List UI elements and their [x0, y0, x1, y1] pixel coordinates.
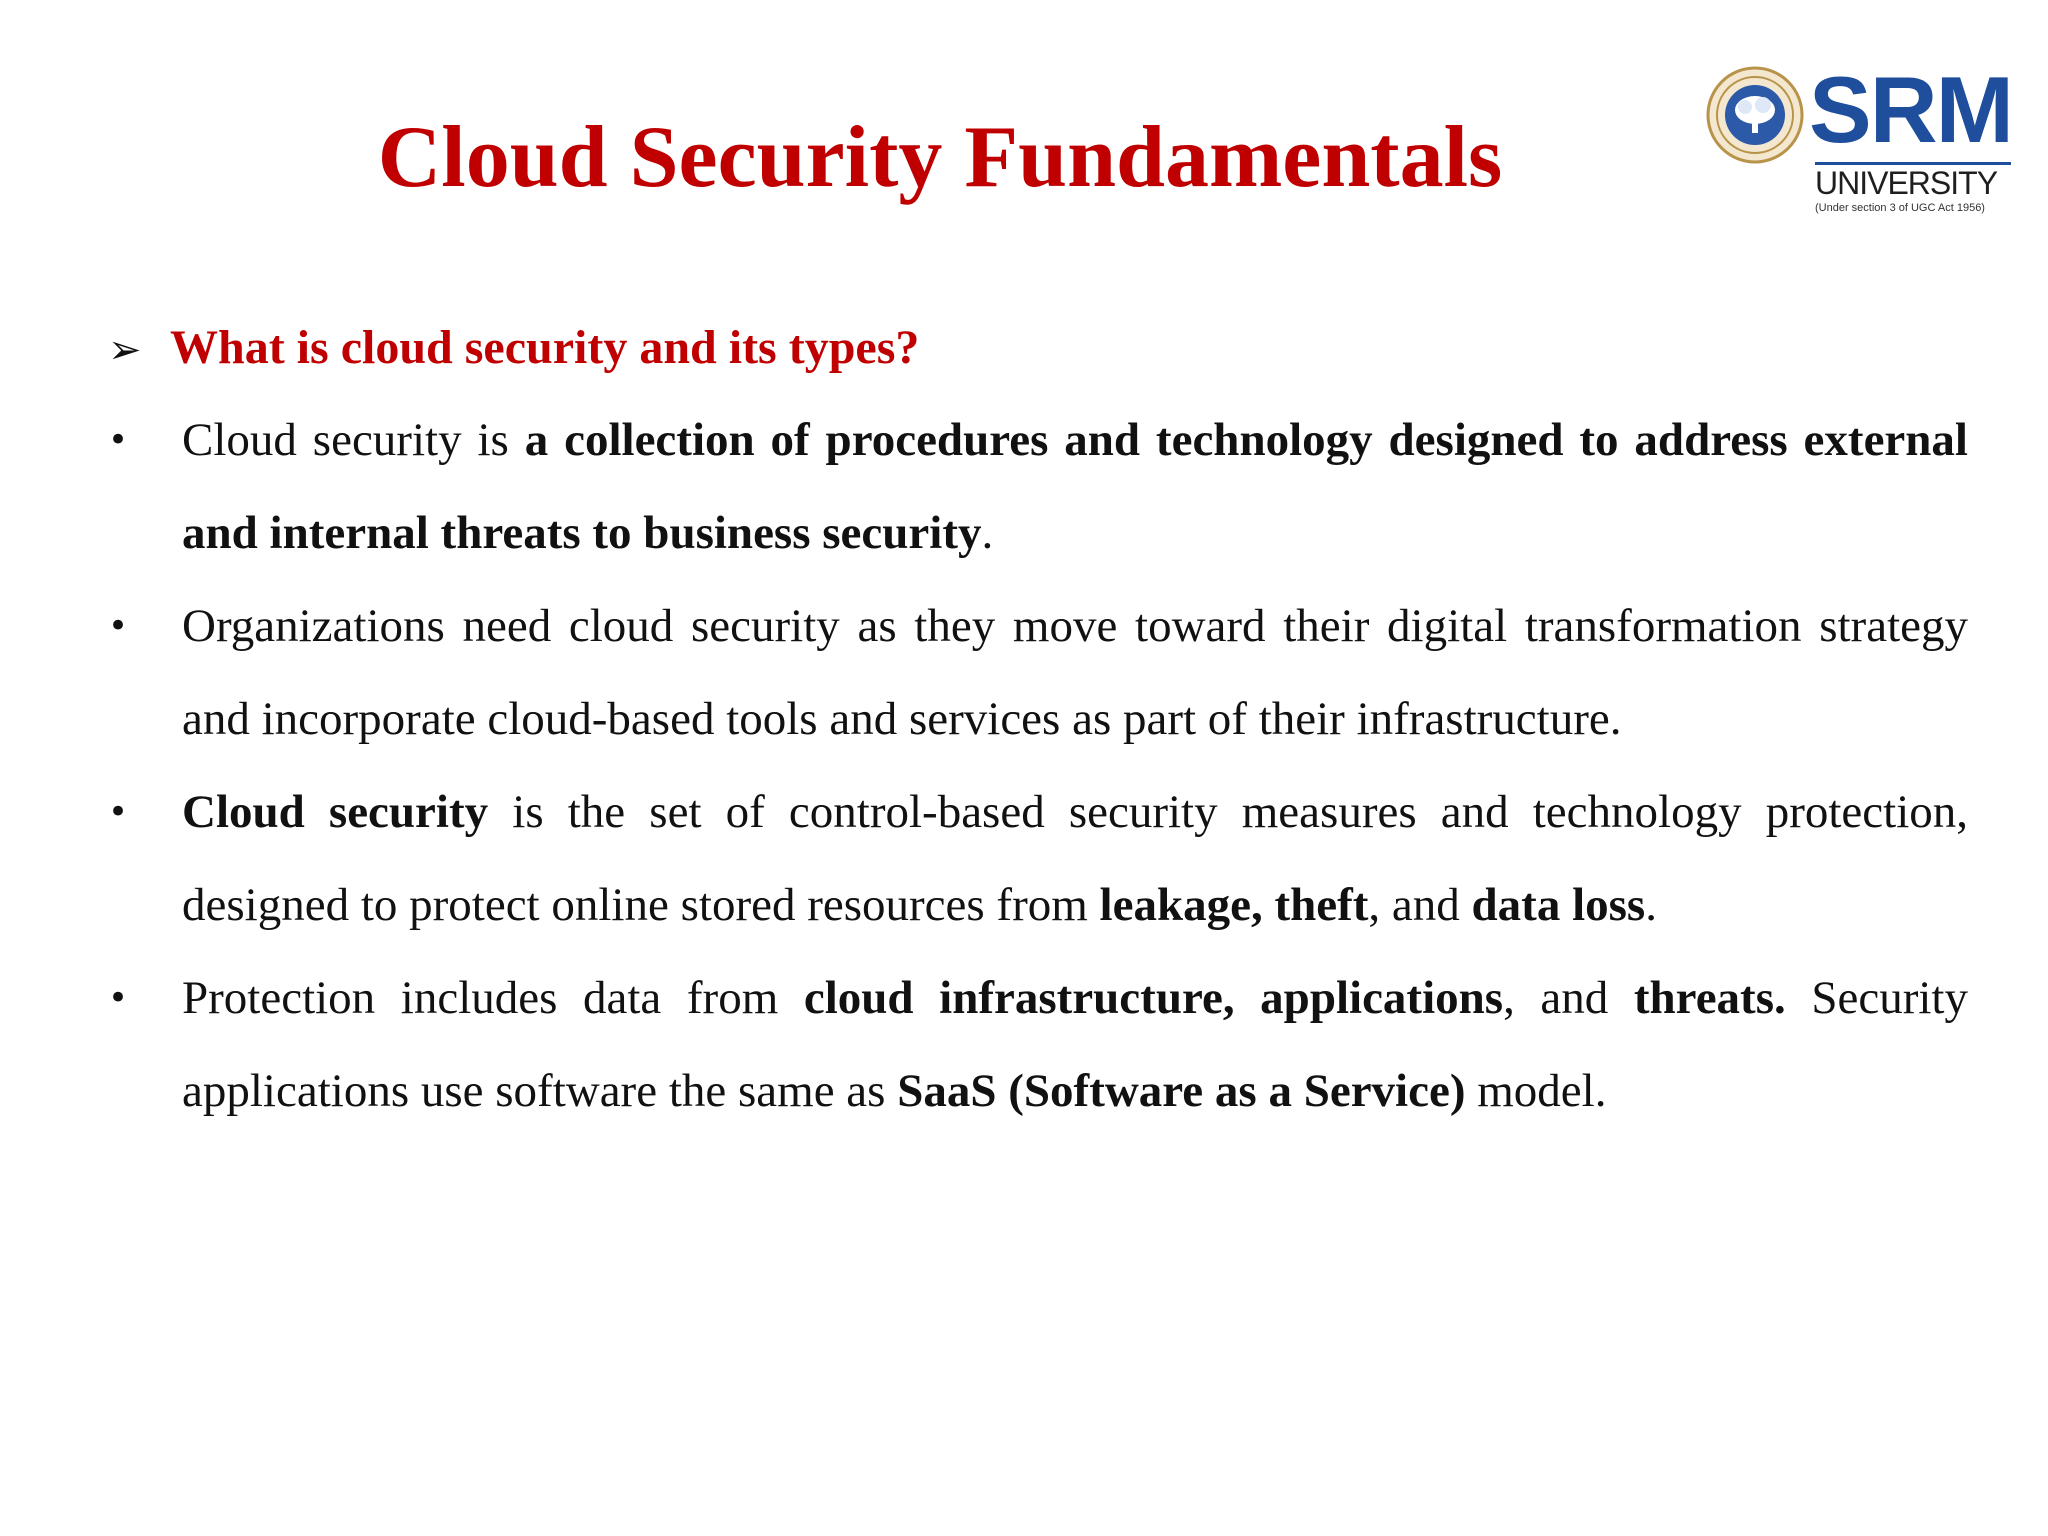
- question-text: What is cloud security and its types?: [170, 321, 920, 374]
- srm-university-logo: [1705, 55, 2015, 215]
- bullet-item: • Protection includes data from cloud infrastructure, applications, and threats. Security applications use software the same as SaaS (Software as a Service) model.: [108, 952, 1968, 1138]
- logo-wordmark: SRM: [1809, 57, 2012, 162]
- arrow-bullet-icon: ➢: [108, 327, 142, 373]
- bullet-dot-icon: •: [108, 420, 129, 460]
- srm-seal-icon: [1705, 65, 1805, 165]
- bullet-item: • Organizations need cloud security as they move toward their digital transformation strategy and incorporate cloud-based tools and services as part of their infrastructure.: [108, 580, 1968, 766]
- section-question: [108, 318, 1988, 380]
- slide-title: Cloud Security Fundamentals: [377, 109, 1503, 206]
- bullet-dot-icon: •: [108, 606, 129, 646]
- bullet-dot-icon: •: [108, 792, 129, 832]
- bullet-item: • Cloud security is a collection of procedures and technology designed to address external and internal threats to business security.: [108, 394, 1968, 580]
- bullet-dot-icon: •: [108, 978, 129, 1018]
- bullet-item: • Cloud security is the set of control-based security measures and technology protection, designed to protect online stored resources from leakage, theft, and data loss.: [108, 766, 1968, 952]
- logo-subtitle: UNIVERSITY: [1815, 165, 1998, 201]
- logo-note: (Under section 3 of UGC Act 1956): [1815, 202, 1985, 214]
- bullet-list: [108, 394, 1968, 1138]
